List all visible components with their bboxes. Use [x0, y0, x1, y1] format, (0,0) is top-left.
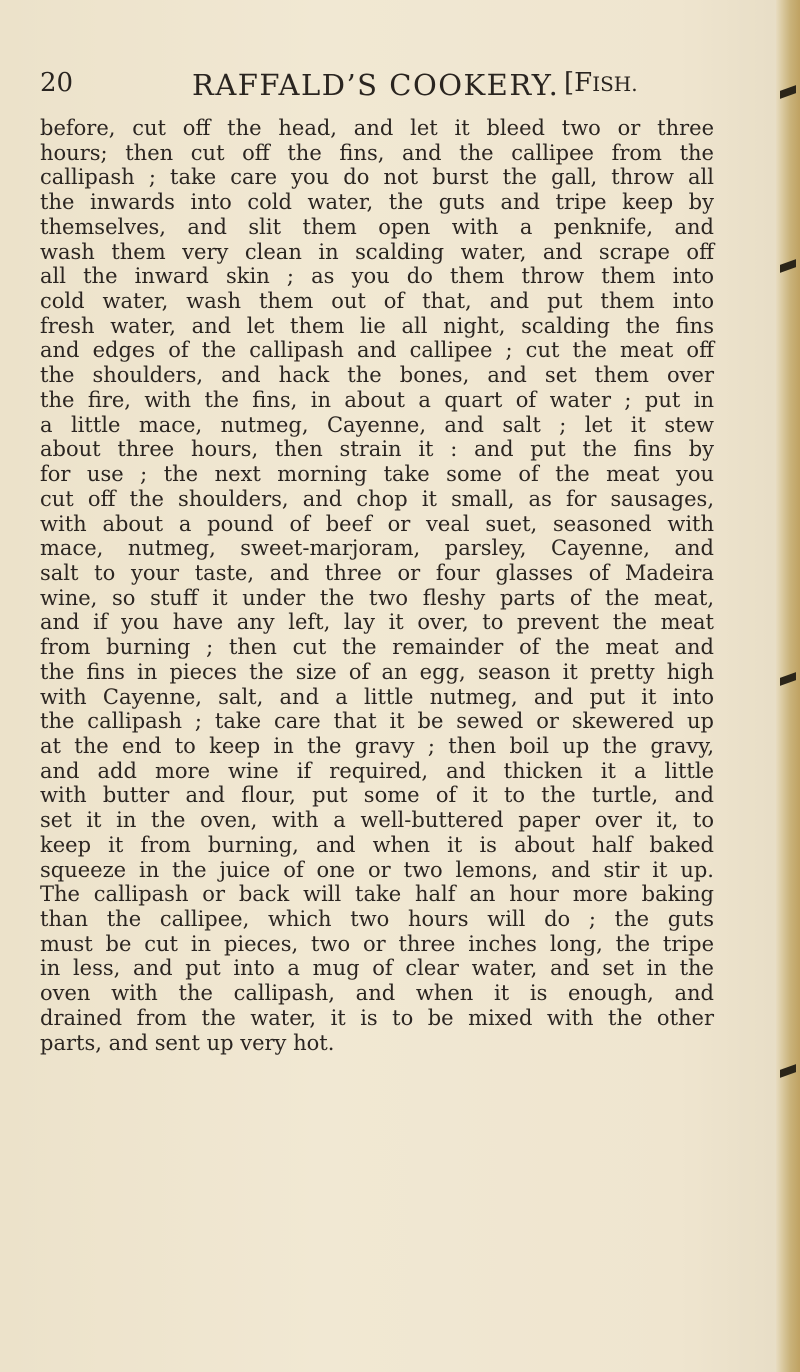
text-line: must be cut in pieces, two or three inches long, the tripe	[40, 931, 714, 956]
text-line: squeeze in the juice of one or two lemons, and stir it up.	[40, 857, 714, 882]
text-line: wash them very clean in scalding water, and scrape off	[40, 239, 714, 264]
text-line: themselves, and slit them open with a penknife, and	[40, 214, 714, 239]
body-text	[40, 116, 714, 1055]
section-label	[564, 68, 638, 98]
text-line: wine, so stuff it under the two fleshy parts of the meat,	[40, 585, 714, 610]
text-line: with Cayenne, salt, and a little nutmeg, and put it into	[40, 684, 714, 709]
text-line: and edges of the callipash and callipee ; cut the meat off	[40, 338, 714, 363]
edge-mark	[780, 672, 796, 686]
text-line: all the inward skin ; as you do them throw them into	[40, 264, 714, 289]
page-number: 20	[40, 68, 74, 98]
text-line: keep it from burning, and when it is about half baked	[40, 832, 714, 857]
text-line: with about a pound of beef or veal suet, seasoned with	[40, 511, 714, 536]
text-line: cut off the shoulders, and chop it small, as for sausages,	[40, 486, 714, 511]
running-header	[40, 68, 720, 112]
text-line: drained from the water, it is to be mixed with the other	[40, 1005, 714, 1030]
text-line: oven with the callipash, and when it is enough, and	[40, 981, 714, 1006]
text-line: in less, and put into a mug of clear water, and set in the	[40, 956, 714, 981]
text-line: The callipash or back will take half an hour more baking	[40, 882, 714, 907]
text-line: at the end to keep in the gravy ; then boil up the gravy,	[40, 733, 714, 758]
text-line: callipash ; take care you do not burst the gall, throw all	[40, 165, 714, 190]
text-line: for use ; the next morning take some of the meat you	[40, 462, 714, 487]
text-line: than the callipee, which two hours will do ; the guts	[40, 907, 714, 931]
text-line: the shoulders, and hack the bones, and set them over	[40, 363, 714, 388]
section-label-rest: ISH.	[592, 72, 638, 96]
page-edge-shadow	[776, 0, 800, 1372]
edge-mark	[780, 1064, 796, 1078]
text-line: about three hours, then strain it : and put the fins by	[40, 437, 714, 462]
text-line: the callipash ; take care that it be sewed or skewered up	[40, 709, 714, 734]
text-line: parts, and sent up very hot.	[40, 1030, 335, 1055]
text-line: hours; then cut off the fins, and the callipee from the	[40, 140, 714, 165]
text-line: the inwards into cold water, the guts and tripe keep by	[40, 190, 714, 215]
text-line: and if you have any left, lay it over, to prevent the meat	[40, 610, 714, 635]
running-title: RAFFALD’S COOKERY.	[192, 68, 560, 102]
text-line: the fins in pieces the size of an egg, season it pretty high	[40, 659, 714, 684]
text-line: a little mace, nutmeg, Cayenne, and salt ; let it stew	[40, 412, 714, 437]
text-line: from burning ; then cut the remainder of the meat and	[40, 635, 714, 660]
text-line: before, cut off the head, and let it bleed two or three	[40, 116, 714, 140]
text-line: cold water, wash them out of that, and put them into	[40, 289, 714, 314]
text-line: and add more wine if required, and thicken it a little	[40, 758, 714, 783]
text-line: the fire, with the fins, in about a quart of water ; put in	[40, 387, 714, 412]
section-label-open: [F	[564, 68, 593, 98]
text-line: with butter and flour, put some of it to the turtle, and	[40, 783, 714, 808]
edge-mark	[780, 85, 796, 99]
text-line: salt to your taste, and three or four glasses of Madeira	[40, 560, 714, 585]
text-line: mace, nutmeg, sweet-marjoram, parsley, Cayenne, and	[40, 536, 714, 561]
edge-mark	[780, 259, 796, 273]
text-line: fresh water, and let them lie all night, scalding the fins	[40, 313, 714, 338]
text-line: set it in the oven, with a well-buttered paper over it, to	[40, 808, 714, 833]
